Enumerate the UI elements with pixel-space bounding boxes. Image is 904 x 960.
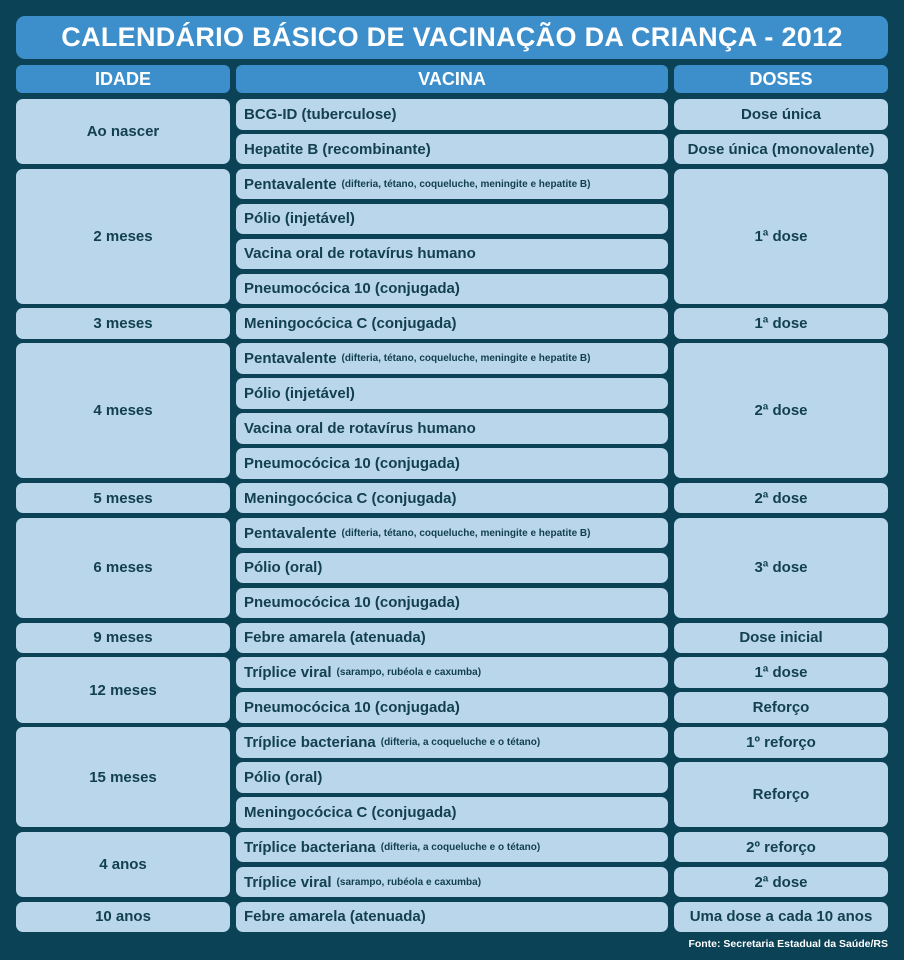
- vaccine-note: (difteria, tétano, coqueluche, meningite e hepatite B): [341, 527, 591, 539]
- vaccine-name: Tríplice bacteriana: [244, 733, 376, 751]
- vaccine-cell: [236, 134, 668, 165]
- dose-cell: 1ª dose: [674, 308, 888, 339]
- vaccine-cell: [236, 483, 668, 514]
- vaccine-cell: [236, 692, 668, 723]
- vaccine-cell: [236, 413, 668, 444]
- vaccine-cell: [236, 169, 668, 200]
- vaccine-cell: [236, 657, 668, 688]
- vaccine-cell: [236, 518, 668, 549]
- age-cell: 5 meses: [16, 483, 230, 514]
- vaccine-name: Febre amarela (atenuada): [244, 629, 426, 647]
- age-cell: 4 meses: [16, 343, 230, 478]
- vaccine-note: (difteria, tétano, coqueluche, meningite e hepatite B): [341, 353, 591, 365]
- dose-cell: 1º reforço: [674, 727, 888, 758]
- vaccine-cell: [236, 448, 668, 479]
- age-cell: 3 meses: [16, 308, 230, 339]
- vaccine-note: (sarampo, rubéola e caxumba): [336, 876, 482, 888]
- vaccine-name: Febre amarela (atenuada): [244, 908, 426, 926]
- vaccine-cell: [236, 343, 668, 374]
- vaccine-name: Pólio (injetável): [244, 384, 355, 402]
- age-cell: 12 meses: [16, 657, 230, 722]
- header-doses: DOSES: [674, 65, 888, 93]
- vaccine-name: Pneumocócica 10 (conjugada): [244, 454, 460, 472]
- vaccine-name: Hepatite B (recombinante): [244, 140, 431, 158]
- vaccine-cell: [236, 623, 668, 654]
- vaccine-cell: [236, 867, 668, 898]
- header-vacina: VACINA: [236, 65, 668, 93]
- dose-cell: Reforço: [674, 762, 888, 827]
- vaccine-name: Meningocócica C (conjugada): [244, 315, 457, 333]
- vaccine-name: Pólio (oral): [244, 559, 323, 577]
- vaccine-cell: [236, 378, 668, 409]
- vaccine-name: Vacina oral de rotavírus humano: [244, 245, 476, 263]
- vaccine-name: Pentavalente: [244, 524, 337, 542]
- vaccine-name: Pneumocócica 10 (conjugada): [244, 280, 460, 298]
- vaccine-name: Pólio (injetável): [244, 210, 355, 228]
- vaccine-name: Pneumocócica 10 (conjugada): [244, 594, 460, 612]
- vaccine-cell: [236, 588, 668, 619]
- vaccine-name: Pentavalente: [244, 175, 337, 193]
- vaccine-cell: [236, 274, 668, 305]
- vaccine-cell: [236, 239, 668, 270]
- dose-cell: Reforço: [674, 692, 888, 723]
- dose-cell: Dose única: [674, 99, 888, 130]
- dose-cell: 1ª dose: [674, 657, 888, 688]
- vaccine-cell: [236, 99, 668, 130]
- dose-cell: Dose inicial: [674, 623, 888, 654]
- dose-cell: 1ª dose: [674, 169, 888, 304]
- vaccine-cell: [236, 727, 668, 758]
- dose-cell: 3ª dose: [674, 518, 888, 618]
- vaccine-name: Pólio (oral): [244, 768, 323, 786]
- vaccine-cell: [236, 902, 668, 933]
- dose-cell: Uma dose a cada 10 anos: [674, 902, 888, 933]
- vaccine-name: BCG-ID (tuberculose): [244, 105, 397, 123]
- source-note: Fonte: Secretaria Estadual da Saúde/RS: [688, 938, 888, 950]
- age-cell: 4 anos: [16, 832, 230, 897]
- vaccine-name: Meningocócica C (conjugada): [244, 803, 457, 821]
- age-cell: 10 anos: [16, 902, 230, 933]
- vaccine-cell: [236, 762, 668, 793]
- dose-cell: 2ª dose: [674, 867, 888, 898]
- age-cell: 15 meses: [16, 727, 230, 827]
- vaccine-name: Meningocócica C (conjugada): [244, 489, 457, 507]
- vaccine-name: Pneumocócica 10 (conjugada): [244, 699, 460, 717]
- vaccine-note: (difteria, tétano, coqueluche, meningite e hepatite B): [341, 178, 591, 190]
- header-idade: IDADE: [16, 65, 230, 93]
- vaccine-name: Tríplice bacteriana: [244, 838, 376, 856]
- dose-cell: 2ª dose: [674, 343, 888, 478]
- vaccine-cell: [236, 204, 668, 235]
- vaccine-note: (sarampo, rubéola e caxumba): [336, 667, 482, 679]
- age-cell: 6 meses: [16, 518, 230, 618]
- vaccine-note: (difteria, a coqueluche e o tétano): [380, 736, 541, 748]
- vaccine-name: Pentavalente: [244, 350, 337, 368]
- vaccine-cell: [236, 832, 668, 863]
- age-cell: 2 meses: [16, 169, 230, 304]
- dose-cell: Dose única (monovalente): [674, 134, 888, 165]
- age-cell: Ao nascer: [16, 99, 230, 164]
- dose-cell: 2ª dose: [674, 483, 888, 514]
- vaccine-name: Tríplice viral: [244, 664, 332, 682]
- vaccine-cell: [236, 797, 668, 828]
- vaccine-name: Vacina oral de rotavírus humano: [244, 419, 476, 437]
- dose-cell: 2º reforço: [674, 832, 888, 863]
- page-title: CALENDÁRIO BÁSICO DE VACINAÇÃO DA CRIANÇA - 2012: [16, 16, 888, 59]
- age-cell: 9 meses: [16, 623, 230, 654]
- vaccine-cell: [236, 553, 668, 584]
- vaccine-cell: [236, 308, 668, 339]
- vaccine-note: (difteria, a coqueluche e o tétano): [380, 841, 541, 853]
- vaccine-name: Tríplice viral: [244, 873, 332, 891]
